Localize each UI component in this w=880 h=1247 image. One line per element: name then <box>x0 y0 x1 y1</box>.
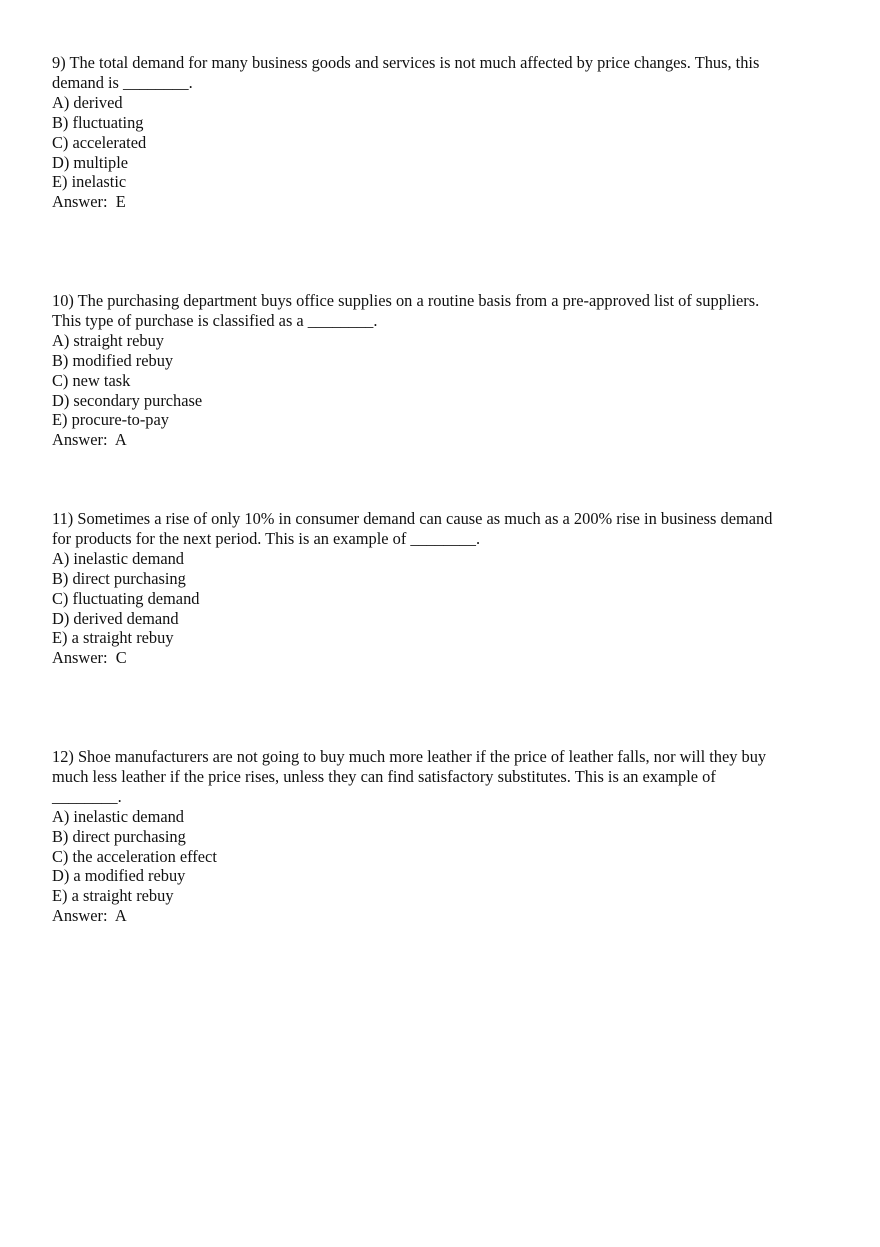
question-stem <box>52 509 822 549</box>
option-a: A) straight rebuy <box>52 330 164 350</box>
question-10 <box>52 291 822 450</box>
stem-line: demand is ________. <box>52 72 193 92</box>
option-e: E) a straight rebuy <box>52 886 174 906</box>
answer-key: Answer: A <box>52 430 127 450</box>
option-a: A) inelastic demand <box>52 806 184 826</box>
question-9 <box>52 53 822 212</box>
option-d: D) derived demand <box>52 608 179 628</box>
option-c: C) accelerated <box>52 132 147 152</box>
stem-line: much less leather if the price rises, unless they can find satisfactory substitutes. This is an example of <box>52 766 716 786</box>
question-stem <box>52 291 822 331</box>
stem-line: for products for the next period. This is an example of ________. <box>52 528 481 548</box>
option-b: B) direct purchasing <box>52 568 186 588</box>
option-b: B) modified rebuy <box>52 350 174 370</box>
option-d: D) a modified rebuy <box>52 866 186 886</box>
option-c: C) new task <box>52 370 131 390</box>
stem-line: 11) Sometimes a rise of only 10% in consumer demand can cause as much as a 200% rise in business demand <box>52 509 773 528</box>
option-a: A) inelastic demand <box>52 548 184 568</box>
stem-line: 10) The purchasing department buys office supplies on a routine basis from a pre-approved list of suppliers. <box>52 291 760 310</box>
option-d: D) multiple <box>52 152 129 172</box>
option-b: B) fluctuating <box>52 112 144 132</box>
option-c: C) fluctuating demand <box>52 588 200 608</box>
option-b: B) direct purchasing <box>52 826 186 846</box>
option-e: E) procure-to-pay <box>52 410 169 430</box>
stem-line: This type of purchase is classified as a ________. <box>52 310 378 330</box>
question-11 <box>52 509 822 668</box>
answer-key: Answer: E <box>52 192 126 212</box>
question-12 <box>52 747 822 926</box>
question-stem <box>52 747 822 807</box>
option-a: A) derived <box>52 92 123 112</box>
stem-line: 12) Shoe manufacturers are not going to buy much more leather if the price of leather falls, nor will they buy <box>52 747 767 766</box>
question-stem <box>52 53 822 93</box>
option-e: E) inelastic <box>52 172 127 192</box>
stem-line: 9) The total demand for many business goods and services is not much affected by price changes. Thus, this <box>52 53 760 72</box>
option-e: E) a straight rebuy <box>52 628 174 648</box>
option-c: C) the acceleration effect <box>52 846 217 866</box>
stem-line: ________. <box>52 786 122 806</box>
answer-key: Answer: C <box>52 648 127 668</box>
answer-key: Answer: A <box>52 906 127 926</box>
option-d: D) secondary purchase <box>52 390 203 410</box>
